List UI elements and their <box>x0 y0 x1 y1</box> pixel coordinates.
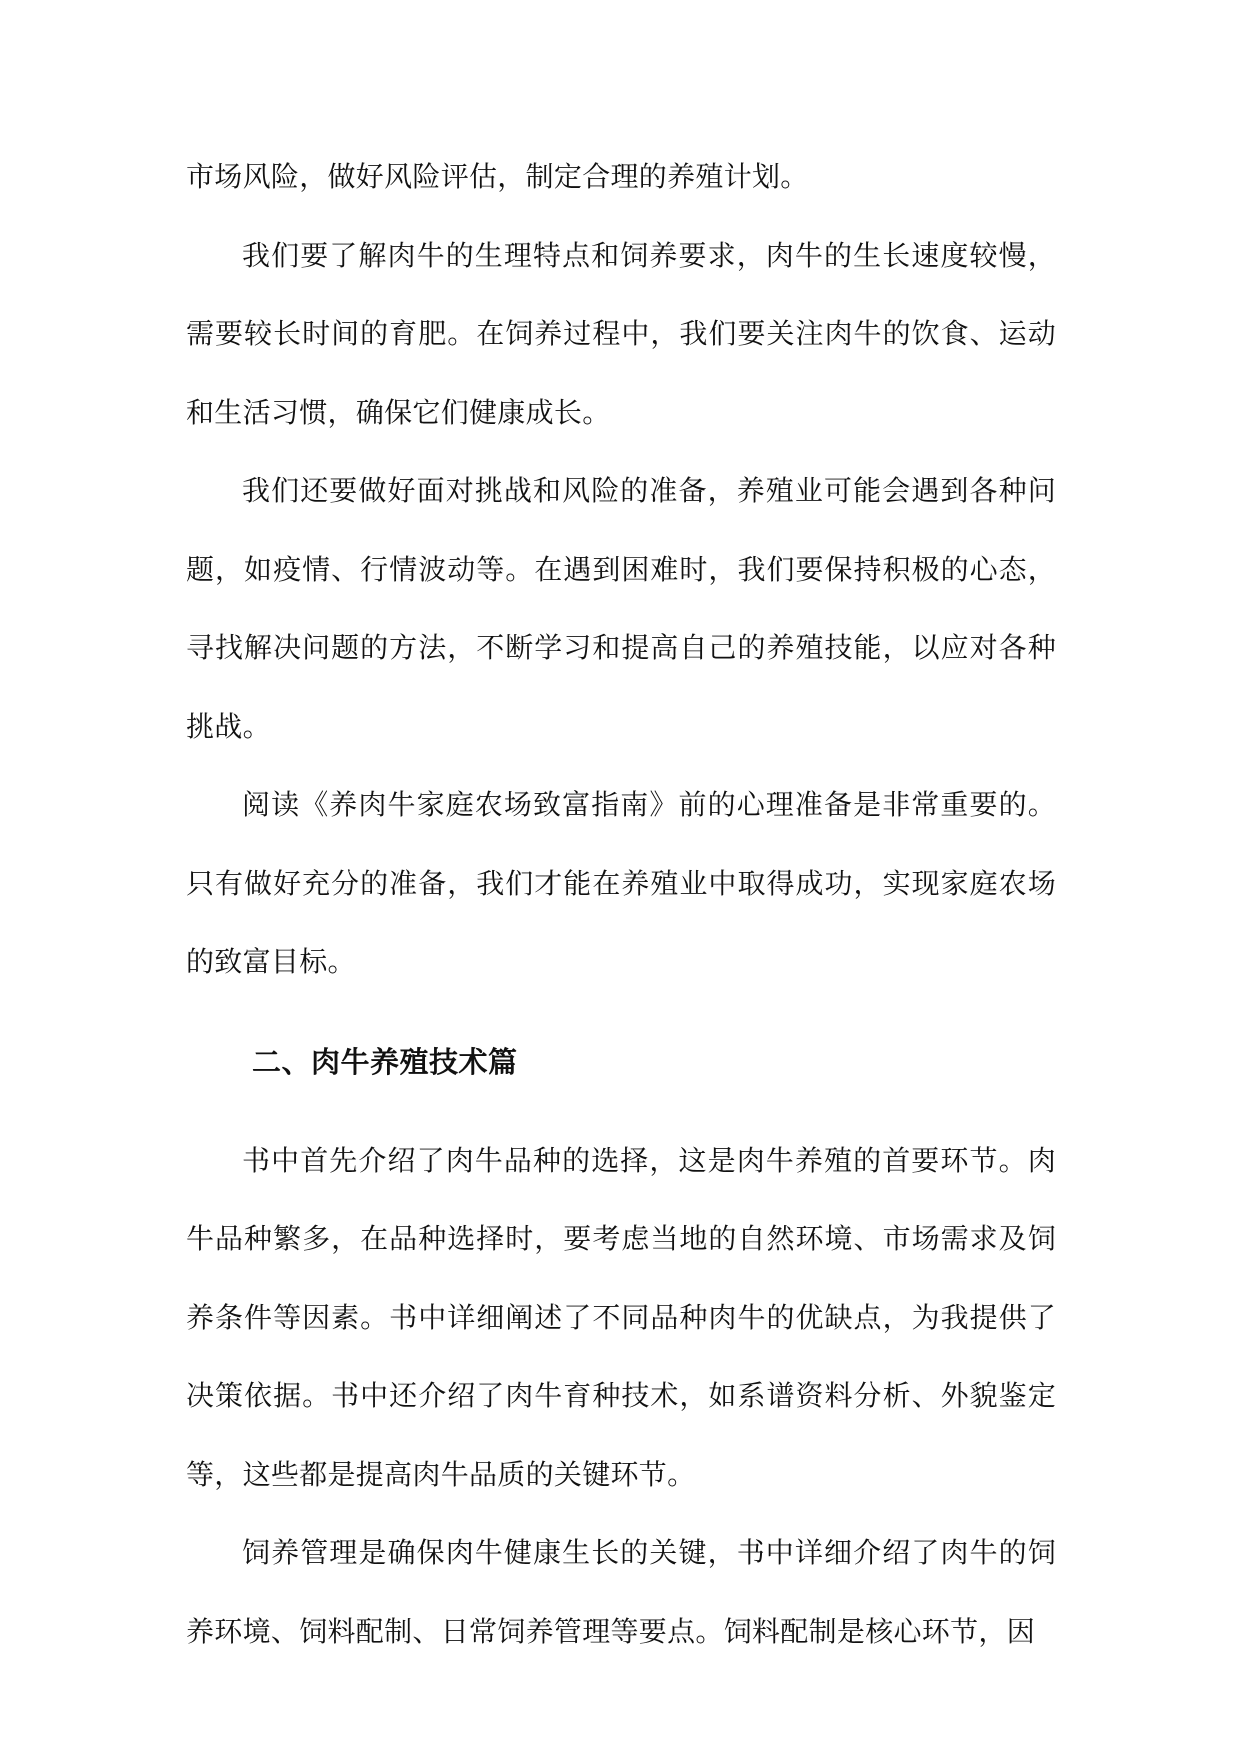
paragraph-continued: 市场风险，做好风险评估，制定合理的养殖计划。 <box>186 160 809 193</box>
paragraph: 饲养管理是确保肉牛健康生长的关键，书中详细介绍了肉牛的饲养环境、饲料配制、日常饲养管理等要点。饲料配制是核心环节，因 <box>186 1536 1056 1648</box>
paragraph: 书中首先介绍了肉牛品种的选择，这是肉牛养殖的首要环节。肉牛品种繁多，在品种选择时，要考虑当地的自然环境、市场需求及饲养条件等因素。书中详细阐述了不同品种肉牛的优缺点，为我提供了决策依据。书中还介绍了肉牛育种技术，如系谱资料分析、外貌鉴定等，这些都是提高肉牛品质的关键环节。 <box>186 1143 1056 1491</box>
paragraph: 我们要了解肉牛的生理特点和饲养要求，肉牛的生长速度较慢，需要较长时间的育肥。在饲养过程中，我们要关注肉牛的饮食、运动和生活习惯，确保它们健康成长。 <box>186 238 1056 429</box>
section-heading: 二、肉牛养殖技术篇 <box>252 1044 518 1079</box>
paragraph: 阅读《养肉牛家庭农场致富指南》前的心理准备是非常重要的。只有做好充分的准备，我们才能在养殖业中取得成功，实现家庭农场的致富目标。 <box>186 788 1056 978</box>
paragraph: 我们还要做好面对挑战和风险的准备，养殖业可能会遇到各种问题，如疫情、行情波动等。在遇到困难时，我们要保持积极的心态，寻找解决问题的方法，不断学习和提高自己的养殖技能，以应对各种挑战。 <box>186 474 1056 743</box>
document-body <box>186 138 1056 1671</box>
